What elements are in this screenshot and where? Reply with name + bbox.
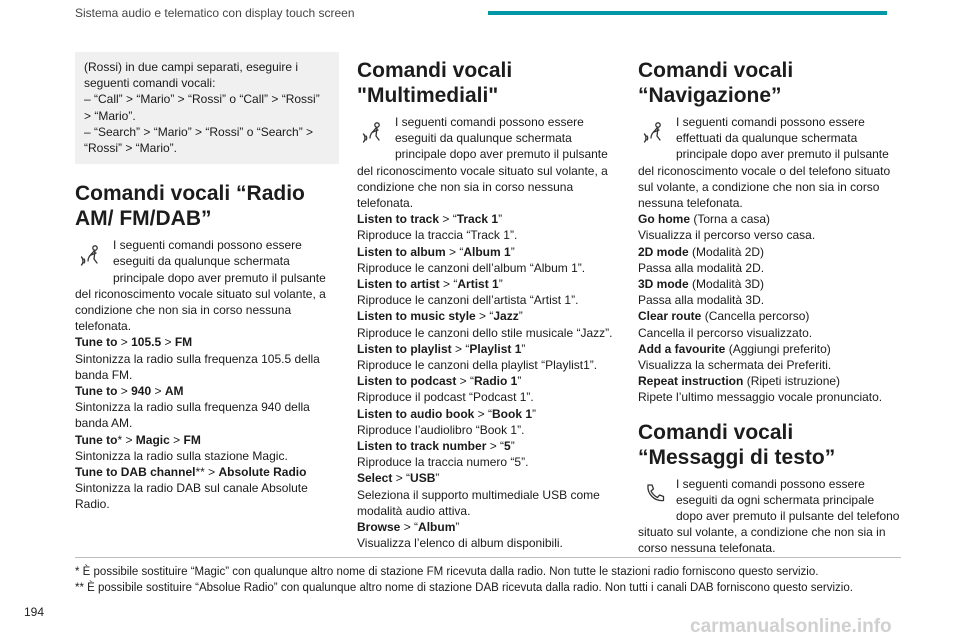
command-line: [357, 341, 621, 357]
watermark: carmanualsonline.info: [690, 616, 892, 637]
command-separator: > “: [400, 520, 419, 535]
command-separator: > “: [445, 244, 464, 259]
command-separator: >: [161, 335, 175, 350]
command-separator: (Modalità 3D): [688, 277, 765, 292]
command-list: [638, 211, 902, 405]
note-line: (Rossi) in due campi separati, eseguire i seguenti comandi vocali:: [84, 60, 299, 91]
command-separator: >: [117, 384, 132, 399]
command-keyword: 2D mode: [638, 244, 689, 259]
page-header-title: Sistema audio e telematico con display touch screen: [75, 6, 355, 20]
command-separator: >: [151, 384, 165, 399]
command-line: [357, 406, 621, 422]
command-keyword: Listen to playlist: [357, 341, 452, 356]
command-line: [75, 432, 339, 448]
command-line: [357, 211, 621, 227]
command-separator: ”: [517, 374, 522, 389]
command-keyword: FM: [174, 335, 193, 350]
column-2: [357, 58, 621, 551]
command-list: [357, 211, 621, 551]
command-line: [357, 276, 621, 292]
command-separator: > “: [474, 406, 492, 421]
command-line: [75, 464, 339, 480]
command-description: Sintonizza la radio DAB sul canale Absolute Radio.: [75, 481, 308, 512]
command-description: Riproduce la traccia “Track 1”.: [357, 228, 518, 243]
command-separator: >: [169, 432, 184, 447]
footnote: * È possibile sostituire “Magic” con qualunque altro nome di stazione FM ricevuta dalla radio. Non tutte le stazioni radio forniscono questo servizio.: [75, 566, 819, 578]
command-description: Riproduce le canzoni dello stile musicale “Jazz”.: [357, 325, 613, 340]
command-keyword: Artist 1: [457, 277, 499, 292]
footnotes: [75, 557, 901, 596]
command-keyword: Album: [418, 520, 456, 535]
command-separator: ”: [510, 439, 515, 454]
command-line: [638, 373, 902, 389]
command-keyword: Repeat instruction: [638, 374, 744, 389]
command-keyword: Clear route: [638, 309, 702, 324]
command-line: [357, 438, 621, 454]
command-separator: > “: [451, 341, 470, 356]
command-description: Visualizza la schermata dei Preferiti.: [638, 358, 832, 373]
section-intro: [638, 114, 902, 211]
intro-text: I seguenti comandi possono essere effettuati da qualunque schermata principale dopo aver premuto il pulsante del riconoscimento vocale o del telefono situato sul volante, a condizione che non sia in corso nessuna telefonata.: [638, 115, 891, 211]
command-line: [357, 244, 621, 260]
command-separator: ”: [532, 406, 537, 421]
section-heading-navigation: Comandi vocali “Navigazione”: [638, 59, 794, 107]
command-separator: >: [117, 335, 132, 350]
command-separator: > “: [439, 212, 457, 227]
command-line: [357, 308, 621, 324]
command-description: Cancella il percorso visualizzato.: [638, 325, 813, 340]
command-keyword: Book 1: [492, 406, 533, 421]
command-separator: ** >: [195, 465, 219, 480]
command-line: [357, 373, 621, 389]
command-description: Riproduce il podcast “Podcast 1”.: [357, 390, 534, 405]
command-keyword: 5: [504, 439, 511, 454]
command-description: Sintonizza la radio sulla stazione Magic.: [75, 448, 288, 463]
command-separator: ”: [510, 244, 515, 259]
command-line: [75, 383, 339, 399]
voice-command-icon: [638, 116, 672, 148]
command-separator: > “: [439, 277, 458, 292]
command-separator: ”: [498, 212, 503, 227]
command-list: [75, 334, 339, 512]
command-keyword: Absolute Radio: [218, 465, 307, 480]
command-keyword: Listen to track number: [357, 439, 487, 454]
command-description: Ripete l’ultimo messaggio vocale pronunciato.: [638, 390, 883, 405]
command-keyword: Add a favourite: [638, 341, 726, 356]
command-separator: (Aggiungi preferito): [725, 341, 831, 356]
section-intro: [357, 114, 621, 211]
command-keyword: FM: [183, 432, 201, 447]
command-line: [357, 519, 621, 535]
column-1: [75, 52, 339, 513]
command-separator: > “: [486, 439, 505, 454]
note-box: [75, 52, 339, 164]
command-keyword: Go home: [638, 212, 691, 227]
command-description: Riproduce le canzoni dell’artista “Artist 1”.: [357, 293, 579, 308]
section-intro: [75, 237, 339, 334]
command-keyword: Tune to DAB channel: [75, 465, 196, 480]
command-keyword: Listen to audio book: [357, 406, 475, 421]
intro-text: I seguenti comandi possono essere eseguiti da qualunque schermata principale dopo aver premuto il pulsante del riconoscimento vocale situato sul volante, a condizione che non sia in corso nessuna telefonata.: [75, 238, 326, 334]
section-heading-multimedia: Comandi vocali "Multimediali": [357, 59, 513, 107]
command-keyword: AM: [164, 384, 184, 399]
command-separator: ”: [435, 471, 440, 486]
command-separator: ”: [498, 277, 503, 292]
column-3: [638, 58, 902, 557]
command-description: Riproduce le canzoni della playlist “Playlist1”.: [357, 358, 598, 373]
command-keyword: Listen to music style: [357, 309, 476, 324]
command-description: Passa alla modalità 3D.: [638, 293, 765, 308]
header-accent-bar: [488, 11, 887, 15]
command-description: Seleziona il supporto multimediale USB come modalità audio attiva.: [357, 487, 600, 518]
voice-command-icon: [75, 239, 109, 271]
command-separator: (Torna a casa): [690, 212, 771, 227]
command-line: [638, 308, 902, 324]
command-description: Sintonizza la radio sulla frequenza 940 della banda AM.: [75, 400, 310, 431]
command-keyword: Magic: [135, 432, 170, 447]
command-separator: > “: [456, 374, 475, 389]
command-separator: > “: [392, 471, 411, 486]
command-description: Passa alla modalità 2D.: [638, 260, 765, 275]
command-separator: (Modalità 2D): [688, 244, 765, 259]
command-description: Riproduce l’audiolibro “Book 1”.: [357, 422, 525, 437]
command-separator: (Cancella percorso): [701, 309, 810, 324]
command-line: [75, 334, 339, 350]
page-number: 194: [24, 605, 45, 619]
phone-icon: [638, 478, 672, 510]
command-keyword: Radio 1: [474, 374, 518, 389]
command-description: Visualizza l’elenco di album disponibili.: [357, 536, 563, 551]
command-keyword: Tune to: [75, 335, 118, 350]
voice-command-icon: [357, 116, 391, 148]
note-line: – “Call” > “Mario” > “Rossi” o “Call” > “Rossi” > “Mario”.: [84, 92, 320, 123]
command-keyword: Listen to podcast: [357, 374, 457, 389]
command-separator: > “: [475, 309, 494, 324]
command-description: Sintonizza la radio sulla frequenza 105.5 della banda FM.: [75, 351, 320, 382]
command-keyword: Playlist 1: [469, 341, 522, 356]
command-keyword: Tune to: [75, 384, 118, 399]
command-keyword: Track 1: [456, 212, 499, 227]
command-keyword: Select: [357, 471, 393, 486]
command-keyword: Browse: [357, 520, 401, 535]
command-description: Visualizza il percorso verso casa.: [638, 228, 816, 243]
command-description: Riproduce le canzoni dell’album “Album 1”.: [357, 260, 586, 275]
command-keyword: 940: [131, 384, 152, 399]
section-heading-radio: Comandi vocali “Radio AM/ FM/DAB”: [75, 182, 305, 231]
footnote: ** È possibile sostituire “Absolue Radio” con qualunque altro nome di stazione DAB ricevuta dalla radio. Non tutti i canali DAB forniscono questo servizio.: [75, 582, 853, 594]
command-keyword: Listen to album: [357, 244, 446, 259]
command-separator: ”: [518, 309, 523, 324]
command-keyword: Listen to artist: [357, 277, 440, 292]
command-description: Riproduce la traccia numero “5”.: [357, 455, 529, 470]
command-separator: ”: [521, 341, 526, 356]
command-keyword: 105.5: [131, 335, 162, 350]
command-keyword: Jazz: [493, 309, 519, 324]
command-line: [357, 470, 621, 486]
note-line: – “Search” > “Mario” > “Rossi” o “Search” > “Rossi” > “Mario”.: [84, 124, 314, 156]
section-intro: [638, 476, 902, 557]
intro-text: I seguenti comandi possono essere eseguiti da qualunque schermata principale dopo aver premuto il pulsante del riconoscimento vocale situato sul volante, a condizione che non sia in corso nessuna telefonata.: [357, 115, 608, 211]
command-keyword: 3D mode: [638, 277, 689, 292]
command-line: [638, 244, 902, 260]
intro-text: I seguenti comandi possono essere eseguiti da ogni schermata principale dopo aver premuto il pulsante del telefono situato sul volante, a condizione che non sia in corso nessuna telefonata.: [638, 476, 900, 556]
command-separator: * >: [117, 432, 136, 447]
command-keyword: Listen to track: [357, 212, 440, 227]
command-keyword: USB: [410, 471, 436, 486]
command-separator: ”: [455, 520, 460, 535]
command-keyword: Album 1: [463, 244, 511, 259]
command-line: [638, 211, 902, 227]
section-heading-text-messages: Comandi vocali “Messaggi di testo”: [638, 420, 836, 469]
command-keyword: Tune to: [75, 432, 118, 447]
command-line: [638, 341, 902, 357]
command-separator: (Ripeti istruzione): [743, 374, 841, 389]
command-line: [638, 276, 902, 292]
